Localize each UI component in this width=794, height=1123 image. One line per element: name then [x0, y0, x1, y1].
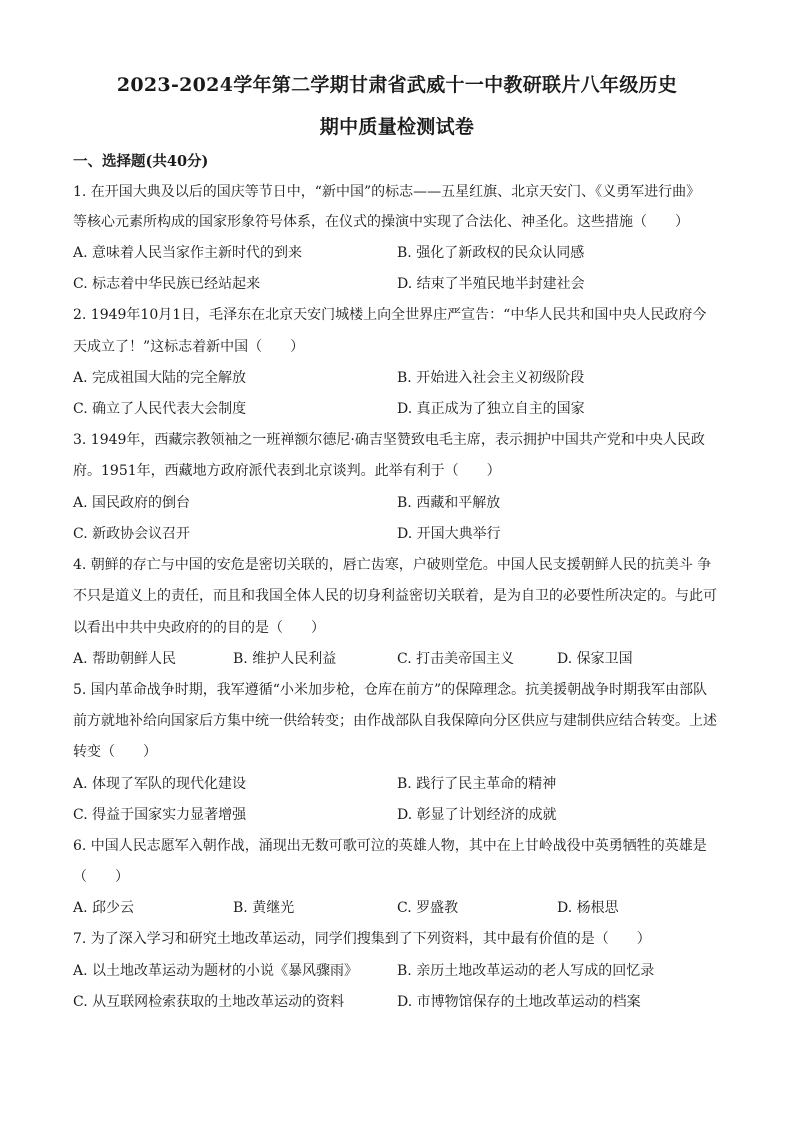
question-stem-line: 5. 国内革命战争时期，我军遵循“小米加步枪，仓库在前方”的保障理念。抗美援朝战争时期我军由部队 — [73, 682, 708, 698]
question-stem-line: 前方就地补给向国家后方集中统一供给转变；由作战部队自我保障向分区供应与建制供应结合转变。上述 — [73, 713, 717, 729]
option-b: B. 维护人民利益 — [233, 651, 337, 667]
question-stem-line: 3. 1949年，西藏宗教领袖之一班禅额尔德尼·确吉坚赞致电毛主席，表示拥护中国共产党和中央人民政 — [73, 432, 705, 448]
exam-title-line1: 2023-2024学年第二学期甘肃省武威十一中教研联片八年级历史 — [116, 74, 678, 96]
option-b: B. 西藏和平解放 — [397, 495, 501, 511]
question-stem-line: 1. 在开国大典及以后的国庆等节日中，“新中国”的标志——五星红旗、北京天安门、《义勇军进行曲》 — [73, 184, 701, 200]
option-d: D. 结束了半殖民地半封建社会 — [397, 276, 585, 292]
option-d: D. 杨根思 — [557, 900, 619, 916]
question-stem-line: 天成立了！”这标志着新中国（ ） — [73, 339, 305, 355]
question-stem-line: 6. 中国人民志愿军入朝作战，涌现出无数可歌可泣的英雄人物，其中在上甘岭战役中英勇牺牲的英雄是 — [73, 838, 707, 854]
option-b: B. 亲历土地改革运动的老人写成的回忆录 — [397, 963, 655, 979]
option-b: B. 黄继光 — [233, 900, 295, 916]
option-a: A. 完成祖国大陆的完全解放 — [73, 370, 247, 386]
option-a: A. 帮助朝鲜人民 — [73, 651, 177, 667]
question-stem-line: 等核心元素所构成的国家形象符号体系，在仪式的操演中实现了合法化、神圣化。这些措施（ ） — [73, 214, 689, 230]
question-stem-line: 转变（ ） — [73, 744, 157, 760]
question-stem-line: 以看出中共中央政府的的目的是（ ） — [73, 620, 325, 636]
section-heading: 一、选择题(共40分) — [73, 153, 209, 170]
question-stem-line: 不只是道义上的责任，而且和我国全体人民的切身利益密切关联着，是为自卫的必要性所决定的。与此可 — [73, 588, 717, 604]
option-a: A. 体现了军队的现代化建设 — [73, 776, 247, 792]
option-c: C. 确立了人民代表大会制度 — [73, 401, 247, 417]
option-a: A. 意味着人民当家作主新时代的到来 — [73, 245, 303, 261]
option-b: B. 践行了民主革命的精神 — [397, 776, 557, 792]
question-stem-line: 4. 朝鲜的存亡与中国的安危是密切关联的，唇亡齿寒，户破则堂危。中国人民支援朝鲜人民的抗美斗 争 — [73, 557, 712, 573]
option-a: A. 邱少云 — [73, 900, 135, 916]
option-b: B. 强化了新政权的民众认同感 — [397, 245, 585, 261]
exam-title-line2: 期中质量检测试卷 — [319, 116, 475, 138]
option-d: D. 开国大典举行 — [397, 526, 501, 542]
question-stem-line: 府。1951年，西藏地方政府派代表到北京谈判。此举有利于（ ） — [73, 463, 501, 479]
option-b: B. 开始进入社会主义初级阶段 — [397, 370, 585, 386]
option-d: D. 真正成为了独立自主的国家 — [397, 401, 585, 417]
option-c: C. 从互联网检索获取的土地改革运动的资料 — [73, 994, 345, 1010]
option-c: C. 标志着中华民族已经站起来 — [73, 276, 261, 292]
option-c: C. 打击美帝国主义 — [397, 651, 515, 667]
question-stem-line: 7. 为了深入学习和研究土地改革运动，同学们搜集到了下列资料，其中最有价值的是（ ） — [73, 931, 651, 947]
option-a: A. 国民政府的倒台 — [73, 495, 191, 511]
option-a: A. 以土地改革运动为题材的小说《暴风骤雨》 — [73, 963, 359, 979]
question-stem-line: （ ） — [73, 869, 129, 885]
option-d: D. 彰显了计划经济的成就 — [397, 807, 557, 823]
option-d: D. 市博物馆保存的土地改革运动的档案 — [397, 994, 641, 1010]
option-d: D. 保家卫国 — [557, 651, 633, 667]
option-c: C. 新政协会议召开 — [73, 526, 191, 542]
option-c: C. 罗盛教 — [397, 900, 459, 916]
option-c: C. 得益于国家实力显著增强 — [73, 807, 247, 823]
question-stem-line: 2. 1949年10月1日，毛泽东在北京天安门城楼上向全世界庄严宣告：“中华人民共和国中央人民政府今 — [73, 307, 707, 323]
